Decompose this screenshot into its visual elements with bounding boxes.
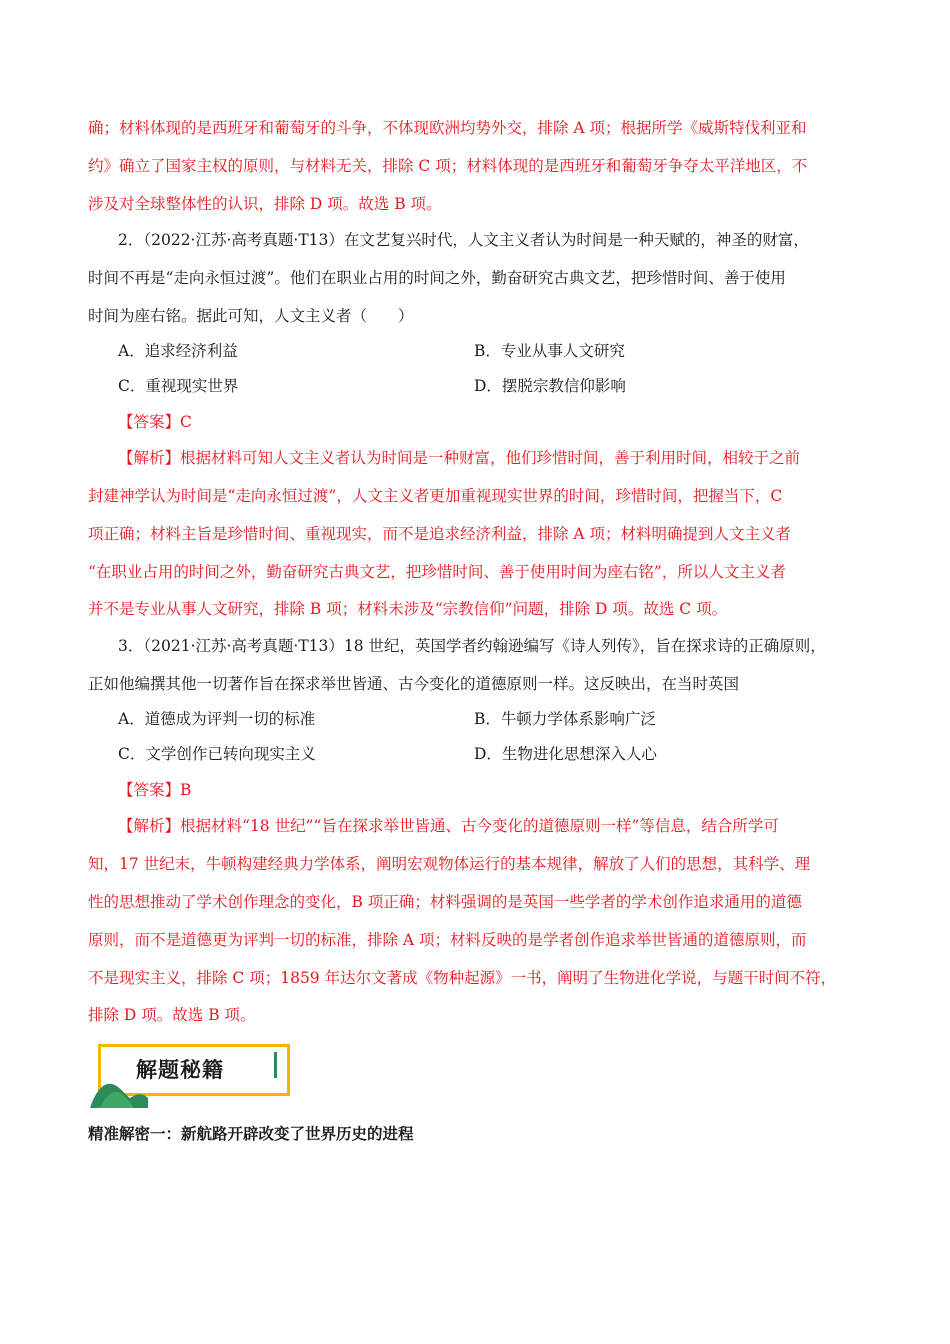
answer-value: B — [180, 781, 192, 799]
q1-analysis-line: 涉及对全球整体性的认识，排除 D 项。故选 B 项。 — [88, 195, 442, 213]
banner-title: 解题秘籍 — [136, 1058, 224, 1082]
section-heading: 精准解密一：新航路开辟改变了世界历史的进程 — [88, 1125, 414, 1143]
answer-tag: 【答案】 — [118, 781, 181, 799]
q2-option-d: D．摆脱宗教信仰影响 — [474, 377, 626, 395]
banner-accent — [274, 1052, 277, 1078]
q3-option-d: D．生物进化思想深入人心 — [474, 745, 657, 763]
q2-option-c: C．重视现实世界 — [118, 377, 239, 395]
answer-tag: 【答案】 — [118, 413, 181, 431]
q1-analysis-line: 约》确立了国家主权的原则，与材料无关，排除 C 项；材料体现的是西班牙和葡萄牙争夺太平洋地区，不 — [88, 157, 808, 175]
analysis-tag: 【解析】 — [118, 817, 181, 835]
q2-analysis-line: 项正确；材料主旨是珍惜时间、重视现实，而不是追求经济利益，排除 A 项；材料明确提到人文主义者 — [88, 525, 792, 543]
q2-analysis-line: 【解析】根据材料可知人文主义者认为时间是一种财富，他们珍惜时间，善于利用时间，相较于之前 — [118, 449, 801, 467]
q2-answer — [118, 412, 192, 432]
q3-option-b: B．牛顿力学体系影响广泛 — [474, 710, 656, 728]
q2-stem-line: 2．（2022·江苏·高考真题·T13）在文艺复兴时代，人文主义者认为时间是一种天赋的，神圣的财富， — [118, 231, 809, 249]
q2-stem-line: 时间为座右铭。据此可知，人文主义者（ ） — [88, 307, 414, 325]
q2-option-a: A．追求经济利益 — [118, 342, 238, 360]
q3-analysis-line: 知，17 世纪末，牛顿构建经典力学体系，阐明宏观物体运行的基本规律，解放了人们的思想，其科学、理 — [88, 855, 811, 873]
q3-answer — [118, 780, 191, 800]
q2-analysis-line: 并不是专业从事人文研究，排除 B 项；材料未涉及“宗教信仰”问题，排除 D 项。故选 C 项。 — [88, 600, 728, 618]
tips-banner — [90, 1042, 296, 1110]
q3-option-a: A．道德成为评判一切的标准 — [118, 710, 316, 728]
answer-value: C — [180, 413, 192, 431]
q3-analysis-line: 排除 D 项。故选 B 项。 — [88, 1006, 256, 1024]
q3-analysis-line: 【解析】根据材料“18 世纪”“旨在探求举世皆通、古今变化的道德原则一样”等信息，结合所学可 — [118, 817, 779, 835]
q3-analysis-line: 不是现实主义，排除 C 项；1859 年达尔文著成《物种起源》一书，阐明了生物进化学说，与题干时间不符， — [88, 969, 837, 987]
q3-analysis-line: 原则，而不是道德更为评判一切的标准，排除 A 项；材料反映的是学者创作追求举世皆通的道德原则，而 — [88, 931, 807, 949]
q2-option-b: B．专业从事人文研究 — [474, 342, 625, 360]
q3-analysis-line: 性的思想推动了学术创作理念的变化，B 项正确；材料强调的是英国一些学者的学术创作追求通用的道德 — [88, 893, 802, 911]
q2-analysis-line: 封建神学认为时间是“走向永恒过渡”，人文主义者更加重视现实世界的时间，珍惜时间，把握当下，C — [88, 487, 783, 505]
q3-stem-line: 正如他编撰其他一切著作旨在探求举世皆通、古今变化的道德原则一样。这反映出，在当时英国 — [88, 675, 740, 693]
q1-analysis-line: 确；材料体现的是西班牙和葡萄牙的斗争，不体现欧洲均势外交，排除 A 项；根据所学《威斯特伐利亚和 — [88, 119, 807, 137]
q3-stem-line: 3．（2021·江苏·高考真题·T13）18 世纪，英国学者约翰逊编写《诗人列传》，旨在探求诗的正确原则， — [118, 637, 826, 655]
q2-analysis-line: “在职业占用的时间之外，勤奋研究古典文艺，把珍惜时间、善于使用时间为座右铭”，所以人文主义者 — [88, 563, 786, 581]
analysis-tag: 【解析】 — [118, 449, 181, 467]
q3-option-c: C．文学创作已转向现实主义 — [118, 745, 316, 763]
q2-stem-line: 时间不再是“走向永恒过渡”。他们在职业占用的时间之外，勤奋研究古典文艺，把珍惜时间、善于使用 — [88, 269, 786, 287]
